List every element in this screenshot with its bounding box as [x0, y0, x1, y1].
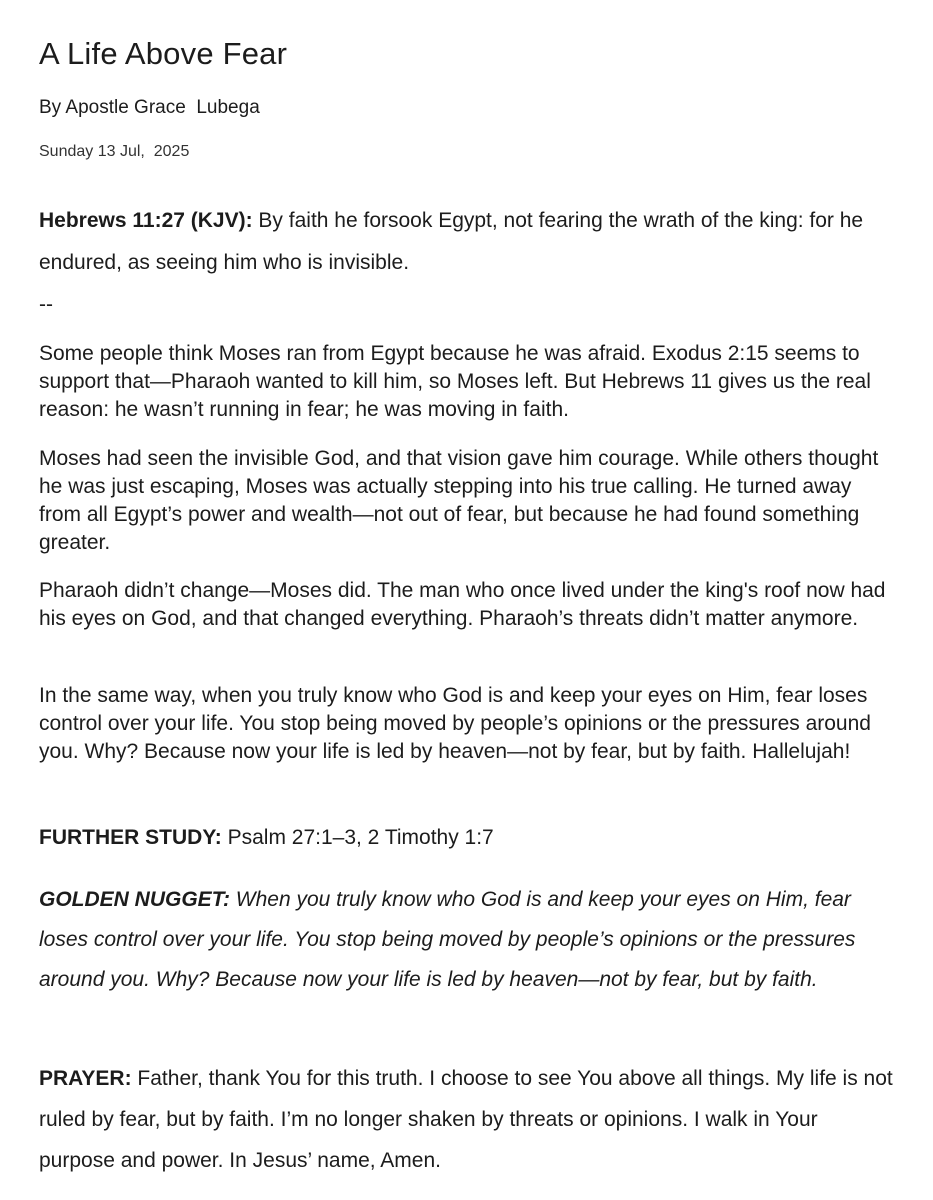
golden-nugget-label: GOLDEN NUGGET:: [39, 888, 230, 911]
prayer: [39, 1058, 899, 1181]
prayer-text: Father, thank You for this truth. I choose to see You above all things. My life is not ruled by fear, but by faith. I’m no longer shaken by threats or opinions. I walk in Your purpose and power. In Jesus’ name, Amen.: [39, 1067, 893, 1172]
body-paragraph: In the same way, when you truly know who God is and keep your eyes on Him, fear loses control over your life. You stop being moved by people’s opinions or the pressures around you. Why? Because now your life is led by heaven—not by fear, but by faith. Hallelujah!: [39, 684, 871, 763]
scripture-verse: [39, 200, 899, 284]
scripture-text: By faith he forsook Egypt, not fearing the wrath of the king: for he endured, as seeing him who is invisible.: [39, 209, 864, 274]
prayer-label: PRAYER:: [39, 1067, 132, 1090]
further-study: [39, 823, 899, 853]
article-date: Sunday 13 Jul, 2025: [39, 143, 190, 160]
further-study-text: Psalm 27:1–3, 2 Timothy 1:7: [221, 826, 494, 849]
body-paragraph: Some people think Moses ran from Egypt because he was afraid. Exodus 2:15 seems to support that—Pharaoh wanted to kill him, so Moses left. But Hebrews 11 gives us the real reason: he wasn’t running in fear; he was moving in faith.: [39, 342, 871, 421]
body-paragraph: Pharaoh didn’t change—Moses did. The man who once lived under the king's roof now had his eyes on God, and that changed everything. Pharaoh’s threats didn’t matter anymore.: [39, 579, 886, 630]
article-title: A Life Above Fear: [39, 36, 288, 71]
body-paragraph: Moses had seen the invisible God, and that vision gave him courage. While others thought he was just escaping, Moses was actually stepping into his true calling. He turned away from all Egypt’s power and wealth—not out of fear, but because he had found something greater.: [39, 447, 879, 554]
section-separator: --: [39, 293, 53, 316]
article-author: By Apostle Grace Lubega: [39, 97, 260, 118]
further-study-label: FURTHER STUDY:: [39, 826, 222, 849]
scripture-reference: Hebrews 11:27 (KJV):: [39, 209, 253, 232]
golden-nugget-text: When you truly know who God is and keep your eyes on Him, fear loses control over your life. You stop being moved by people’s opinions or the pressures around you. Why? Because now your life is led by heaven—not by fear, but by faith.: [39, 888, 856, 991]
golden-nugget: [39, 880, 899, 1000]
